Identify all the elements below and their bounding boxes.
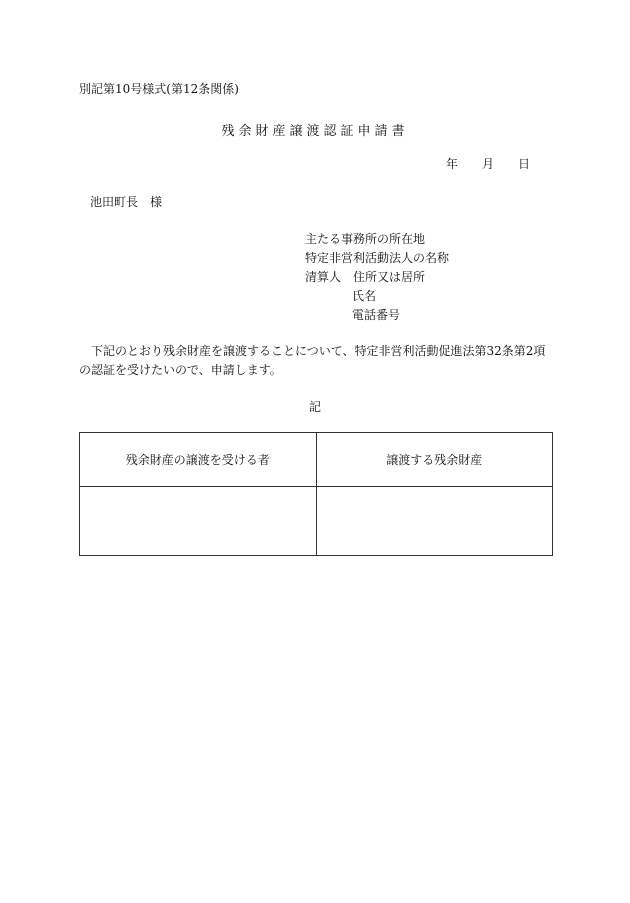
date-day: 日 [518, 157, 531, 171]
address-label: 住所又は居所 [353, 270, 426, 284]
transfer-table [79, 432, 553, 556]
office-address-label: 主たる事務所の所在地 [305, 232, 426, 246]
liquidator-label: 清算人 [305, 270, 342, 284]
corp-name-label: 特定非営利活動法人の名称 [305, 251, 450, 265]
table-cell-assets [316, 487, 553, 556]
table-cell-recipient [80, 487, 317, 556]
table-header-recipient: 残余財産の譲渡を受ける者 [80, 433, 317, 487]
name-label: 氏名 [352, 289, 377, 303]
date-year: 年 [446, 157, 459, 171]
addressee: 池田町長 様 [90, 195, 163, 209]
applicant-block [305, 230, 449, 325]
date-month: 月 [482, 157, 495, 171]
form-number: 別記第10号様式(第12条関係) [79, 82, 239, 96]
phone-label: 電話番号 [352, 308, 401, 322]
table-row [80, 487, 553, 556]
table-header-assets: 譲渡する残余財産 [316, 433, 553, 487]
liquidator-row [305, 268, 449, 287]
date-line [446, 155, 530, 172]
page-title: 残余財産譲渡認証申請書 [221, 124, 409, 139]
table-header-row [80, 433, 553, 487]
ki-heading: 記 [308, 400, 321, 414]
body-text: 下記のとおり残余財産を譲渡することについて、特定非営利活動促進法第32条第2項の認証を受けたいので、申請します。 [79, 344, 546, 377]
